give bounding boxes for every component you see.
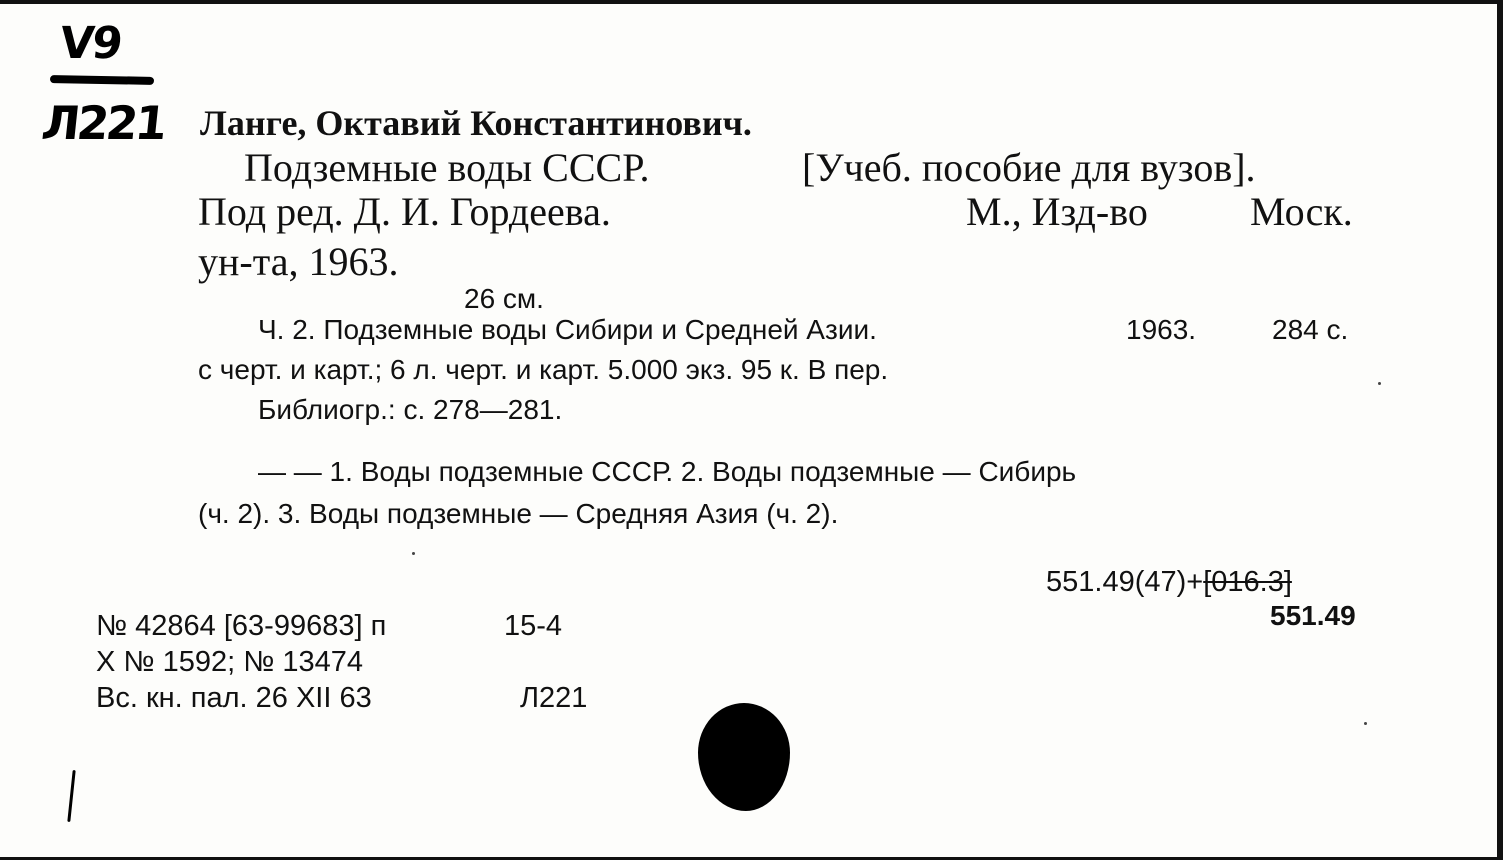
title-line2-right: Моск. bbox=[1250, 189, 1353, 234]
title-line1-right: [Учеб. пособие для вузов]. bbox=[802, 145, 1256, 190]
speck-dot bbox=[1364, 722, 1367, 725]
punch-hole bbox=[698, 703, 790, 811]
registry-line2: Х № 1592; № 13474 bbox=[96, 646, 364, 678]
udc-struck: [016.3] bbox=[1203, 566, 1292, 598]
handwritten-tick-mark bbox=[67, 770, 75, 822]
registry-line3-code: Л221 bbox=[520, 682, 588, 714]
part-title: Ч. 2. Подземные воды Сибири и Средней Азии. bbox=[258, 314, 877, 345]
author-heading: Ланге, Октавий Константинович. bbox=[200, 103, 752, 143]
part-pages: 284 с. bbox=[1272, 314, 1349, 345]
registry-line1: № 42864 [63-99683] п bbox=[96, 610, 387, 642]
registry-line3: Вс. кн. пал. 26 XII 63 bbox=[96, 682, 372, 714]
handwritten-author-mark: Л221 bbox=[39, 96, 168, 150]
title-line3: ун-та, 1963. bbox=[198, 239, 399, 284]
udc-corrected: 551.49 bbox=[1270, 600, 1356, 631]
handwritten-shelf-mark: V9 bbox=[57, 18, 124, 69]
speck-dot bbox=[1378, 382, 1381, 385]
handwritten-underline bbox=[50, 75, 154, 85]
subjects-line1: — — 1. Воды подземные СССР. 2. Воды подземные — Сибирь bbox=[258, 456, 1077, 487]
card-top-edge bbox=[0, 0, 1503, 4]
registry-line1-code: 15-4 bbox=[504, 610, 563, 642]
part-year: 1963. bbox=[1126, 314, 1197, 345]
udc-main: 551.49(47)+ bbox=[1046, 566, 1204, 598]
card-right-edge bbox=[1497, 0, 1503, 860]
title-line1-left: Подземные воды СССР. bbox=[244, 145, 650, 190]
bibliography-note: Библиогр.: с. 278—281. bbox=[258, 394, 563, 425]
title-line2-mid: М., Изд-во bbox=[966, 189, 1148, 234]
physical-description: с черт. и карт.; 6 л. черт. и карт. 5.000 экз. 95 к. В пер. bbox=[198, 354, 889, 385]
size-note: 26 см. bbox=[464, 283, 544, 314]
speck-dot bbox=[412, 552, 415, 555]
subjects-line2: (ч. 2). 3. Воды подземные — Средняя Азия (ч. 2). bbox=[198, 498, 839, 529]
title-line2-left: Под ред. Д. И. Гордеева. bbox=[198, 189, 611, 234]
udc-classification bbox=[1046, 568, 1292, 597]
